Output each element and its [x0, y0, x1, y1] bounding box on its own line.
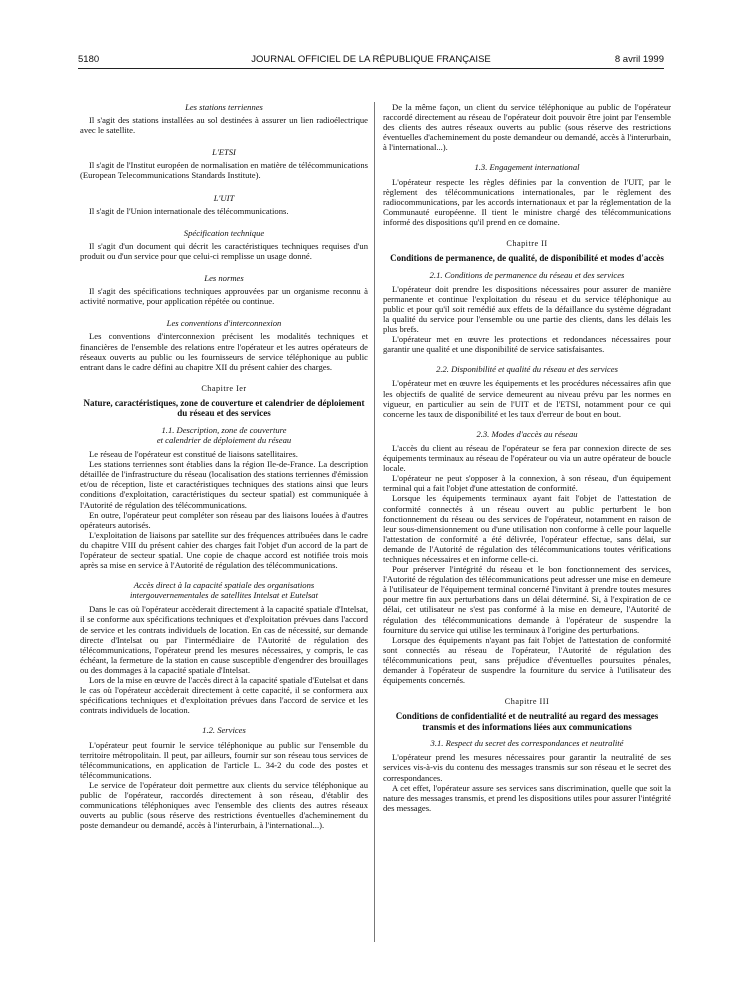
chapter-label: Chapitre II [506, 239, 548, 249]
definition-heading: Les conventions d'interconnexion [166, 318, 282, 329]
definition-heading: L'ETSI [212, 147, 236, 158]
paragraph: L'accès du client au réseau de l'opérateur se fera par connexion directe de ses équipements terminaux au réseau de l'opérateur ou via un autre opérateur de boucle locale. [383, 442, 671, 474]
chapter-label: Chapitre III [504, 697, 550, 707]
paragraph: Il s'agit des spécifications techniques approuvées par un organisme reconnu à activité normative, pour application répétée ou continue. [80, 286, 368, 307]
subsection-heading [80, 580, 368, 600]
issue-date: 8 avril 1999 [614, 54, 664, 65]
paragraph: L'opérateur peut fournir le service téléphonique au public sur l'ensemble du territoire métropolitain. Il peut, par ailleurs, fournir sur son réseau tous services de télécommunications, en application de l'article L. 34-2 du code des postes et télécommunications. [80, 739, 368, 780]
chapter-label: Chapitre Ier [201, 383, 247, 393]
header-rule [78, 68, 664, 69]
chapter-title: Nature, caractéristiques, zone de couverture et calendrier de déploiement du réseau et des services [83, 397, 365, 419]
section-heading-line: et calendrier de déploiement du réseau [156, 434, 292, 445]
section-heading: 2.3. Modes d'accès au réseau [476, 428, 578, 439]
section-heading: 1.2. Services [202, 725, 246, 736]
paragraph: A cet effet, l'opérateur assure ses services sans discrimination, quelle que soit la nature des messages transmis, et prend les dispositions utiles pour assurer l'intégrité des messages. [383, 782, 671, 813]
paragraph: Il s'agit d'un document qui décrit les caractéristiques techniques requises d'un produit ou d'un service pour que celui-ci remplisse un usage donné. [80, 240, 368, 261]
paragraph: L'opérateur respecte les règles définies par la convention de l'UIT, par le règlement des télécommunications internationales, par le règlement des radiocommunications, par les accords internationaux et par la réglementation de la Communauté européenne. Il tient le ministre chargé des télécommunications informé des dispositions qu'il prend en ce domaine. [383, 176, 671, 227]
definition-heading: Les normes [204, 273, 244, 284]
paragraph: L'opérateur ne peut s'opposer à la connexion, à son réseau, d'un équipement terminal qui a fait l'objet d'une attestation de conformité. [383, 473, 671, 494]
section-heading-line: 1.1. Description, zone de couverture [161, 424, 287, 435]
paragraph: Le réseau de l'opérateur est constitué de liaisons satellitaires. [89, 449, 298, 460]
paragraph: L'opérateur met en œuvre les protections et redondances nécessaires pour garantir une qualité et une disponibilité de service satisfaisantes. [383, 334, 671, 355]
chapter-title: Conditions de confidentialité et de neutralité au regard des messages transmis et des informations liées aux communications [395, 711, 659, 732]
right-column [383, 102, 671, 813]
paragraph: Lors de la mise en œuvre de l'accès direct à la capacité spatiale d'Eutelsat et dans le cas où l'opérateur accèderait directement à cette capacité, il se conformera aux spécifications techniques et d'exploitation prévues dans l'accord de service et les contrats individuels de location. [80, 675, 368, 716]
paragraph: L'opérateur met en œuvre les équipements et les procédures nécessaires afin que les objectifs de qualité de service demeurent au niveau prévu par les normes en vigueur, en particulier au sein de l'UIT et de l'ETSI, notamment pour ce qui concerne les taux de disponibilité et les taux d'erreur de bout en bout. [383, 378, 671, 419]
paragraph: Lorsque les équipements terminaux ayant fait l'objet de l'attestation de conformité connectés à un réseau ouvert au public perturbent le bon fonctionnement du réseau ou des services de l'opérateur, notamment en raison de leur sous-dimensionnement ou d'une utilisation non conforme à celle pour laquelle l'attestation de conformité a été délivrée, l'opérateur effectue, sans délai, sur demande de l'Autorité de régulation des télécommunications toutes vérifications techniques nécessaires et en informe celle-ci. [383, 493, 671, 564]
page-header [78, 54, 664, 68]
paragraph: Il s'agit de l'Union internationale des télécommunications. [89, 205, 289, 216]
section-heading: 1.3. Engagement international [474, 162, 580, 173]
section-heading [80, 425, 368, 445]
section-heading: 2.1. Conditions de permanence du réseau et des services [429, 269, 625, 280]
page-number: 5180 [78, 54, 100, 65]
subsection-heading-line: Accès direct à la capacité spatiale des organisations [133, 580, 315, 591]
section-heading: 3.1. Respect du secret des correspondances et neutralité [430, 738, 624, 749]
definition-heading: Les stations terriennes [185, 102, 263, 112]
definition-heading: L'UIT [213, 192, 235, 203]
paragraph: L'exploitation de liaisons par satellite sur des fréquences attribuées dans le cadre du chapitre VIII du présent cahier des charges fait l'objet d'un accord de la part de l'opérateur de secteur spatial. Une copie de chaque accord est notifiée trois mois après sa mise en service à l'Autorité de régulation des télécommunications. [80, 529, 368, 571]
column-separator [374, 102, 375, 942]
section-heading: 2.2. Disponibilité et qualité du réseau et des services [436, 364, 618, 375]
paragraph: Dans le cas où l'opérateur accèderait directement à la capacité spatiale d'Intelsat, il se conforme aux spécifications techniques et d'exploitation prévues dans l'accord de service et les contrats individuels de location. En cas de nécessité, sur demande directe d'Intelsat ou par l'intermédiaire de l'Autorité de régulation des télécommunications, l'opérateur prend les mesures nécessaires, y compris, le cas échéant, la fermeture de la station en cause susceptible d'engendrer des brouillages ou des dommages à la capacité spatiale d'Intelsat. [80, 604, 368, 675]
paragraph: Lorsque des équipements n'ayant pas fait l'objet de l'attestation de conformité sont connectés au réseau de l'opérateur, l'Autorité de régulation des télécommunications peut, sans préjudice d'éventuelles poursuites pénales, demander à l'opérateur de suspendre la fourniture du service à l'utilisateur des équipements concernés. [383, 634, 671, 686]
paragraph: Les conventions d'interconnexion précisent les modalités techniques et financières de l'ensemble des relations entre l'opérateur et les autres opérateurs de réseaux ouverts au public ou les fournisseurs de service téléphonique au public entrant dans le cadre défini au chapitre XII du présent cahier des charges. [80, 331, 368, 372]
paragraph: En outre, l'opérateur peut compléter son réseau par des liaisons louées à d'autres opérateurs autorisés. [80, 509, 368, 530]
paragraph: Il s'agit de l'Institut européen de normalisation en matière de télécommunications (European Telecommunications Standards Institute). [80, 160, 368, 181]
paragraph: Pour préserver l'intégrité du réseau et le bon fonctionnement des services, l'Autorité de régulation des télécommunications peut adresser une mise en demeure à l'utilisateur de l'équipement terminal concerné l'invitant à prendre toutes mesures pour mettre fin aux perturbations dans un délai déterminé. Si, à l'expiration de ce délai, cet utilisateur ne s'est pas conformé à la mise en demeure, l'Autorité de régulation des télécommunications demande à l'opérateur de suspendre la fourniture du service qui utilise les terminaux à l'origine des perturbations. [383, 564, 671, 635]
left-column [80, 102, 368, 830]
paragraph: L'opérateur prend les mesures nécessaires pour garantir la neutralité de ses services vis-à-vis du contenu des messages transmis sur son réseau et le secret des correspondances. [383, 752, 671, 783]
paragraph: Le service de l'opérateur doit permettre aux clients du service téléphonique au public de l'opérateur, raccordés directement à son réseau, d'établir des communications téléphoniques avec l'ensemble des clients des autres réseaux ouverts au public (sous réserve des restrictions éventuelles d'acheminement du poste demandeur ou demandé, accès à l'interurbain, à l'international...). [80, 779, 368, 831]
paragraph: De la même façon, un client du service téléphonique au public de l'opérateur raccordé directement au réseau de l'opérateur doit pouvoir être joint par l'ensemble des clients des autres réseaux ouverts au public (sous réserve des restrictions éventuelles d'acheminement du poste demandeur ou demandé, accès à l'interurbain, à l'international...). [383, 102, 671, 153]
subsection-heading-line: intergouvernementales de satellites Intelsat et Eutelsat [130, 590, 318, 601]
journal-title: JOURNAL OFFICIEL DE LA RÉPUBLIQUE FRANÇAISE [251, 54, 491, 65]
chapter-title: Conditions de permanence, de qualité, de disponibilité et modes d'accès [390, 253, 664, 264]
paragraph: Il s'agit des stations installées au sol destinées à assurer un lien radioélectrique avec le satellite. [80, 115, 368, 136]
definition-heading: Spécification technique [183, 227, 265, 238]
paragraph: L'opérateur doit prendre les dispositions nécessaires pour assurer de manière permanente et continue l'exploitation du réseau et du service téléphonique au public et pour qu'il soit remédié aux effets de la défaillance du système dégradant la qualité du service pour l'ensemble ou une partie des clients, dans les délais les plus brefs. [383, 283, 671, 335]
paragraph: Les stations terriennes sont établies dans la région Ile-de-France. La description détaillée de l'infrastructure du réseau (localisation des stations terriennes d'émission et/ou de réception, liste et caractéristiques techniques des stations ainsi que leurs conditions d'exploitation, caractéristiques du secteur spatial) est communiquée à l'Autorité de régulation des télécommunications. [80, 459, 368, 510]
